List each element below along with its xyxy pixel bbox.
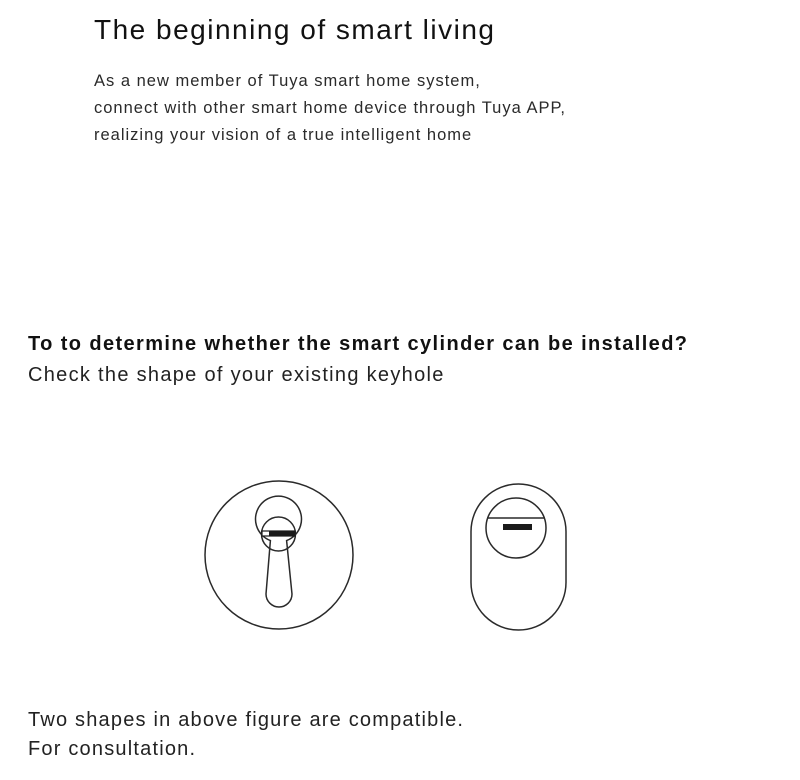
keyhole-shapes-figure	[0, 470, 800, 640]
keyhole-instruction: Check the shape of your existing keyhole	[28, 364, 445, 386]
round-keyhole-icon	[205, 481, 353, 629]
install-question-heading: To to determine whether the smart cylinder can be installed?	[28, 333, 689, 355]
intro-line: connect with other smart home device through Tuya APP,	[94, 99, 566, 117]
intro-line: realizing your vision of a true intelligent home	[94, 126, 473, 144]
oval-keyhole-icon	[471, 484, 566, 630]
intro-paragraph	[94, 68, 566, 149]
consultation-note: For consultation.	[28, 738, 197, 760]
compatibility-note: Two shapes in above figure are compatible.	[28, 709, 465, 731]
intro-line: As a new member of Tuya smart home system,	[94, 72, 481, 90]
page-title: The beginning of smart living	[94, 14, 496, 45]
compatibility-footer	[28, 706, 464, 764]
